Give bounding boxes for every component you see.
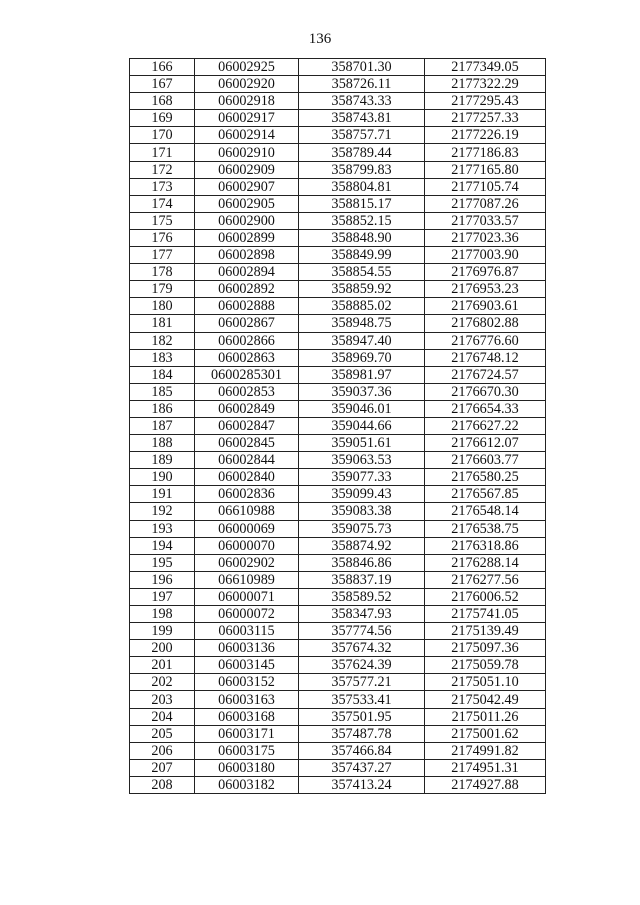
- x-coordinate-cell: 358969.70: [299, 349, 425, 366]
- x-coordinate-cell: 358846.86: [299, 554, 425, 571]
- table-row: [130, 195, 546, 212]
- x-coordinate-cell: 358849.99: [299, 247, 425, 264]
- table-row: [130, 281, 546, 298]
- point-id-cell: 06002888: [195, 298, 299, 315]
- point-id-cell: 06003182: [195, 776, 299, 793]
- x-coordinate-cell: 358347.93: [299, 606, 425, 623]
- x-coordinate-cell: 357533.41: [299, 691, 425, 708]
- x-coordinate-cell: 358837.19: [299, 571, 425, 588]
- y-coordinate-cell: 2177165.80: [425, 161, 546, 178]
- point-id-cell: 06610989: [195, 571, 299, 588]
- point-id-cell: 06002918: [195, 93, 299, 110]
- point-id-cell: 06000071: [195, 588, 299, 605]
- x-coordinate-cell: 358743.33: [299, 93, 425, 110]
- y-coordinate-cell: 2177322.29: [425, 76, 546, 93]
- row-number-cell: 201: [130, 657, 195, 674]
- y-coordinate-cell: 2177003.90: [425, 247, 546, 264]
- point-id-cell: 06002898: [195, 247, 299, 264]
- y-coordinate-cell: 2177186.83: [425, 144, 546, 161]
- x-coordinate-cell: 358589.52: [299, 588, 425, 605]
- x-coordinate-cell: 358743.81: [299, 110, 425, 127]
- row-number-cell: 180: [130, 298, 195, 315]
- table-row: [130, 606, 546, 623]
- point-id-cell: 06002907: [195, 178, 299, 195]
- x-coordinate-cell: 358726.11: [299, 76, 425, 93]
- table-row: [130, 315, 546, 332]
- row-number-cell: 193: [130, 520, 195, 537]
- row-number-cell: 203: [130, 691, 195, 708]
- x-coordinate-cell: 358789.44: [299, 144, 425, 161]
- x-coordinate-cell: 359063.53: [299, 452, 425, 469]
- x-coordinate-cell: 357501.95: [299, 708, 425, 725]
- table-row: [130, 76, 546, 93]
- y-coordinate-cell: 2176318.86: [425, 537, 546, 554]
- point-id-cell: 06002845: [195, 435, 299, 452]
- table-row: [130, 298, 546, 315]
- y-coordinate-cell: 2175741.05: [425, 606, 546, 623]
- y-coordinate-cell: 2176724.57: [425, 366, 546, 383]
- row-number-cell: 174: [130, 195, 195, 212]
- x-coordinate-cell: 357774.56: [299, 623, 425, 640]
- x-coordinate-cell: 357624.39: [299, 657, 425, 674]
- row-number-cell: 166: [130, 59, 195, 76]
- point-id-cell: 06003115: [195, 623, 299, 640]
- y-coordinate-cell: 2176748.12: [425, 349, 546, 366]
- row-number-cell: 175: [130, 212, 195, 229]
- y-coordinate-cell: 2177226.19: [425, 127, 546, 144]
- row-number-cell: 202: [130, 674, 195, 691]
- table-row: [130, 452, 546, 469]
- x-coordinate-cell: 358874.92: [299, 537, 425, 554]
- y-coordinate-cell: 2177349.05: [425, 59, 546, 76]
- x-coordinate-cell: 358859.92: [299, 281, 425, 298]
- table-row: [130, 537, 546, 554]
- table-row: [130, 742, 546, 759]
- row-number-cell: 186: [130, 400, 195, 417]
- point-id-cell: 06002892: [195, 281, 299, 298]
- row-number-cell: 185: [130, 383, 195, 400]
- y-coordinate-cell: 2175001.62: [425, 725, 546, 742]
- y-coordinate-cell: 2176580.25: [425, 469, 546, 486]
- x-coordinate-cell: 359051.61: [299, 435, 425, 452]
- y-coordinate-cell: 2176603.77: [425, 452, 546, 469]
- point-id-cell: 06002867: [195, 315, 299, 332]
- table-body: [130, 59, 546, 794]
- y-coordinate-cell: 2176903.61: [425, 298, 546, 315]
- point-id-cell: 06003168: [195, 708, 299, 725]
- row-number-cell: 188: [130, 435, 195, 452]
- x-coordinate-cell: 358799.83: [299, 161, 425, 178]
- y-coordinate-cell: 2174951.31: [425, 759, 546, 776]
- point-id-cell: 06002917: [195, 110, 299, 127]
- row-number-cell: 183: [130, 349, 195, 366]
- x-coordinate-cell: 357466.84: [299, 742, 425, 759]
- row-number-cell: 205: [130, 725, 195, 742]
- point-id-cell: 06002910: [195, 144, 299, 161]
- x-coordinate-cell: 357487.78: [299, 725, 425, 742]
- page-number: 136: [308, 31, 332, 47]
- y-coordinate-cell: 2175097.36: [425, 640, 546, 657]
- table-row: [130, 759, 546, 776]
- point-id-cell: 06002849: [195, 400, 299, 417]
- table-row: [130, 212, 546, 229]
- x-coordinate-cell: 359099.43: [299, 486, 425, 503]
- table-row: [130, 469, 546, 486]
- row-number-cell: 204: [130, 708, 195, 725]
- x-coordinate-cell: 358804.81: [299, 178, 425, 195]
- row-number-cell: 170: [130, 127, 195, 144]
- point-id-cell: 06003175: [195, 742, 299, 759]
- point-id-cell: 06002836: [195, 486, 299, 503]
- point-id-cell: 06002914: [195, 127, 299, 144]
- y-coordinate-cell: 2176627.22: [425, 417, 546, 434]
- point-id-cell: 06002866: [195, 332, 299, 349]
- table-row: [130, 588, 546, 605]
- y-coordinate-cell: 2176802.88: [425, 315, 546, 332]
- table-row: [130, 435, 546, 452]
- y-coordinate-cell: 2177023.36: [425, 229, 546, 246]
- table-row: [130, 776, 546, 793]
- x-coordinate-cell: 358848.90: [299, 229, 425, 246]
- table-row: [130, 383, 546, 400]
- row-number-cell: 184: [130, 366, 195, 383]
- x-coordinate-cell: 359037.36: [299, 383, 425, 400]
- table-row: [130, 486, 546, 503]
- point-id-cell: 06002902: [195, 554, 299, 571]
- x-coordinate-cell: 358852.15: [299, 212, 425, 229]
- y-coordinate-cell: 2175051.10: [425, 674, 546, 691]
- y-coordinate-cell: 2176288.14: [425, 554, 546, 571]
- point-id-cell: 06002905: [195, 195, 299, 212]
- table-row: [130, 417, 546, 434]
- table-row: [130, 178, 546, 195]
- y-coordinate-cell: 2174991.82: [425, 742, 546, 759]
- row-number-cell: 190: [130, 469, 195, 486]
- row-number-cell: 178: [130, 264, 195, 281]
- x-coordinate-cell: 357413.24: [299, 776, 425, 793]
- point-id-cell: 06002894: [195, 264, 299, 281]
- y-coordinate-cell: 2176277.56: [425, 571, 546, 588]
- y-coordinate-cell: 2175059.78: [425, 657, 546, 674]
- table-row: [130, 640, 546, 657]
- point-id-cell: 06002909: [195, 161, 299, 178]
- x-coordinate-cell: 358854.55: [299, 264, 425, 281]
- table-row: [130, 110, 546, 127]
- table-row: [130, 571, 546, 588]
- row-number-cell: 169: [130, 110, 195, 127]
- point-id-cell: 06002863: [195, 349, 299, 366]
- table-row: [130, 503, 546, 520]
- x-coordinate-cell: 357577.21: [299, 674, 425, 691]
- table-row: [130, 554, 546, 571]
- row-number-cell: 187: [130, 417, 195, 434]
- row-number-cell: 179: [130, 281, 195, 298]
- row-number-cell: 199: [130, 623, 195, 640]
- table-row: [130, 657, 546, 674]
- y-coordinate-cell: 2176548.14: [425, 503, 546, 520]
- y-coordinate-cell: 2176776.60: [425, 332, 546, 349]
- row-number-cell: 191: [130, 486, 195, 503]
- table-row: [130, 127, 546, 144]
- point-id-cell: 06000069: [195, 520, 299, 537]
- row-number-cell: 208: [130, 776, 195, 793]
- x-coordinate-cell: 359075.73: [299, 520, 425, 537]
- x-coordinate-cell: 358885.02: [299, 298, 425, 315]
- point-id-cell: 0600285301: [195, 366, 299, 383]
- table-row: [130, 247, 546, 264]
- point-id-cell: 06003171: [195, 725, 299, 742]
- y-coordinate-cell: 2175042.49: [425, 691, 546, 708]
- point-id-cell: 06000070: [195, 537, 299, 554]
- point-id-cell: 06610988: [195, 503, 299, 520]
- x-coordinate-cell: 359044.66: [299, 417, 425, 434]
- row-number-cell: 195: [130, 554, 195, 571]
- x-coordinate-cell: 359077.33: [299, 469, 425, 486]
- point-id-cell: 06002847: [195, 417, 299, 434]
- y-coordinate-cell: 2174927.88: [425, 776, 546, 793]
- row-number-cell: 177: [130, 247, 195, 264]
- row-number-cell: 206: [130, 742, 195, 759]
- row-number-cell: 189: [130, 452, 195, 469]
- y-coordinate-cell: 2176612.07: [425, 435, 546, 452]
- point-id-cell: 06002925: [195, 59, 299, 76]
- row-number-cell: 176: [130, 229, 195, 246]
- y-coordinate-cell: 2177257.33: [425, 110, 546, 127]
- table-row: [130, 161, 546, 178]
- point-id-cell: 06002840: [195, 469, 299, 486]
- y-coordinate-cell: 2176654.33: [425, 400, 546, 417]
- point-id-cell: 06003180: [195, 759, 299, 776]
- point-id-cell: 06002900: [195, 212, 299, 229]
- table-row: [130, 144, 546, 161]
- point-id-cell: 06002899: [195, 229, 299, 246]
- x-coordinate-cell: 359046.01: [299, 400, 425, 417]
- y-coordinate-cell: 2175011.26: [425, 708, 546, 725]
- x-coordinate-cell: 358701.30: [299, 59, 425, 76]
- row-number-cell: 173: [130, 178, 195, 195]
- row-number-cell: 196: [130, 571, 195, 588]
- point-id-cell: 06002920: [195, 76, 299, 93]
- x-coordinate-cell: 358981.97: [299, 366, 425, 383]
- row-number-cell: 171: [130, 144, 195, 161]
- table-row: [130, 400, 546, 417]
- table-row: [130, 229, 546, 246]
- y-coordinate-cell: 2176006.52: [425, 588, 546, 605]
- point-id-cell: 06003163: [195, 691, 299, 708]
- point-id-cell: 06003145: [195, 657, 299, 674]
- row-number-cell: 200: [130, 640, 195, 657]
- y-coordinate-cell: 2177033.57: [425, 212, 546, 229]
- row-number-cell: 172: [130, 161, 195, 178]
- row-number-cell: 207: [130, 759, 195, 776]
- table-row: [130, 349, 546, 366]
- point-id-cell: 06003136: [195, 640, 299, 657]
- row-number-cell: 198: [130, 606, 195, 623]
- row-number-cell: 168: [130, 93, 195, 110]
- row-number-cell: 194: [130, 537, 195, 554]
- table-row: [130, 708, 546, 725]
- table-row: [130, 264, 546, 281]
- coordinates-table: [129, 58, 546, 794]
- point-id-cell: 06002844: [195, 452, 299, 469]
- y-coordinate-cell: 2176976.87: [425, 264, 546, 281]
- table-row: [130, 59, 546, 76]
- x-coordinate-cell: 357674.32: [299, 640, 425, 657]
- y-coordinate-cell: 2176953.23: [425, 281, 546, 298]
- table-row: [130, 93, 546, 110]
- row-number-cell: 181: [130, 315, 195, 332]
- row-number-cell: 192: [130, 503, 195, 520]
- y-coordinate-cell: 2177105.74: [425, 178, 546, 195]
- y-coordinate-cell: 2177295.43: [425, 93, 546, 110]
- x-coordinate-cell: 358948.75: [299, 315, 425, 332]
- row-number-cell: 167: [130, 76, 195, 93]
- x-coordinate-cell: 357437.27: [299, 759, 425, 776]
- x-coordinate-cell: 358815.17: [299, 195, 425, 212]
- y-coordinate-cell: 2176670.30: [425, 383, 546, 400]
- y-coordinate-cell: 2175139.49: [425, 623, 546, 640]
- x-coordinate-cell: 359083.38: [299, 503, 425, 520]
- table-row: [130, 332, 546, 349]
- point-id-cell: 06000072: [195, 606, 299, 623]
- row-number-cell: 197: [130, 588, 195, 605]
- table-row: [130, 520, 546, 537]
- table-row: [130, 623, 546, 640]
- y-coordinate-cell: 2176567.85: [425, 486, 546, 503]
- point-id-cell: 06002853: [195, 383, 299, 400]
- x-coordinate-cell: 358757.71: [299, 127, 425, 144]
- y-coordinate-cell: 2176538.75: [425, 520, 546, 537]
- x-coordinate-cell: 358947.40: [299, 332, 425, 349]
- table-row: [130, 691, 546, 708]
- y-coordinate-cell: 2177087.26: [425, 195, 546, 212]
- row-number-cell: 182: [130, 332, 195, 349]
- table-row: [130, 674, 546, 691]
- point-id-cell: 06003152: [195, 674, 299, 691]
- table-row: [130, 725, 546, 742]
- table-row: [130, 366, 546, 383]
